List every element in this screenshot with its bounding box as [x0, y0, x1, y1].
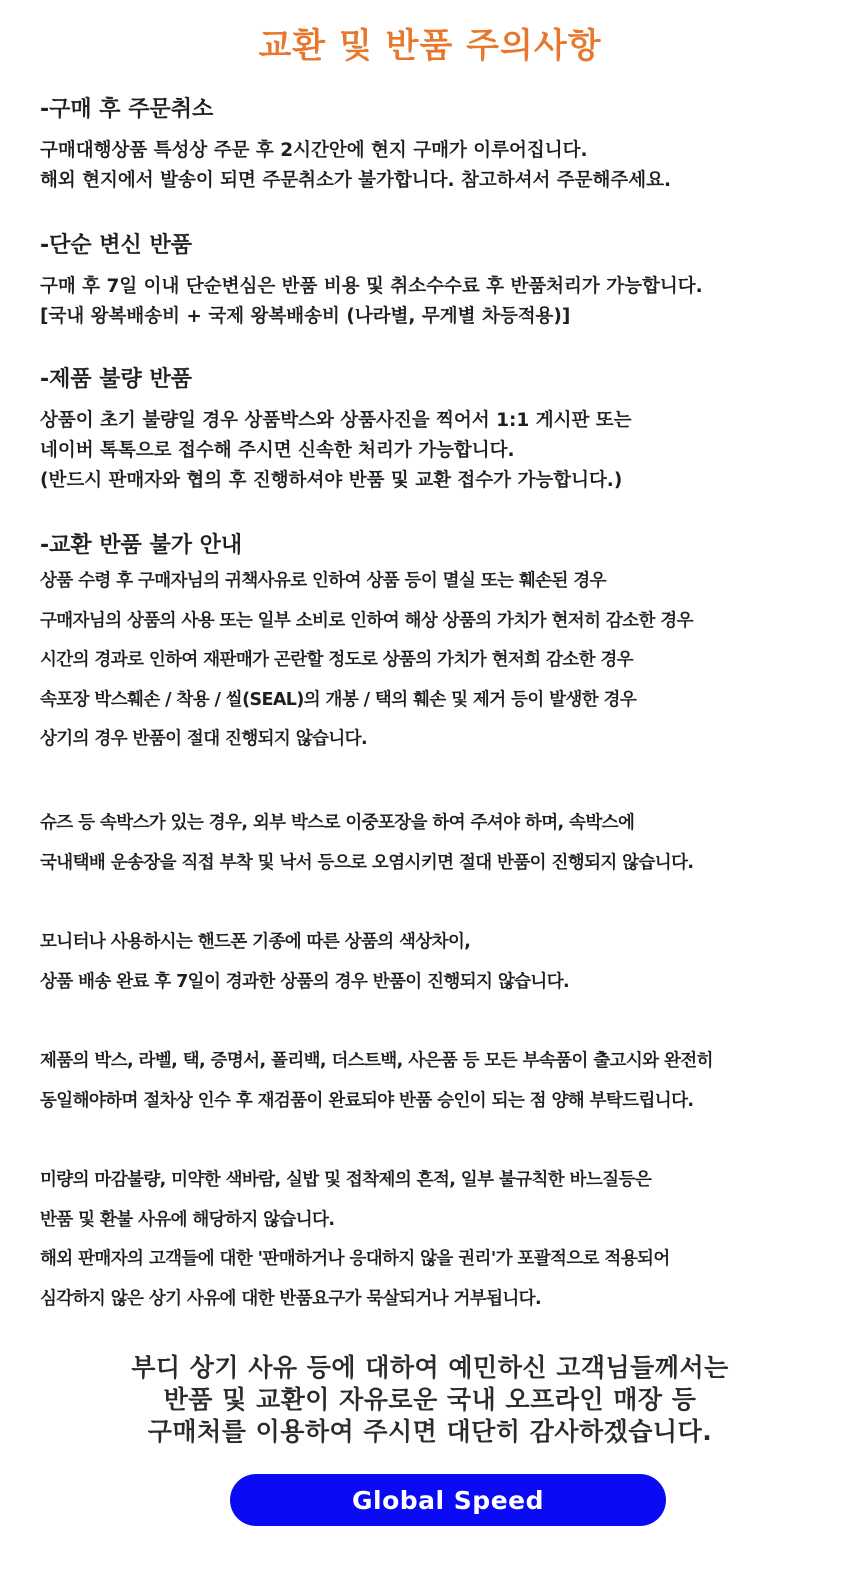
- text-line: 슈즈 등 속박스가 있는 경우, 외부 박스로 이중포장을 하여 주셔야 하며, 속박스에: [40, 813, 635, 833]
- text-line: 네이버 톡톡으로 접수해 주시면 신속한 처리가 가능합니다.: [40, 440, 515, 461]
- note-color-difference: [40, 923, 840, 1002]
- section-defect-return: [40, 366, 840, 496]
- text-line: 동일해야하며 절차상 인수 후 재검품이 완료되야 반품 승인이 되는 점 양해 부탁드립니다.: [40, 1090, 694, 1111]
- note-accessories: [40, 1042, 840, 1121]
- text-line: 심각하지 않은 상기 사유에 대한 반품요구가 묵살되거나 거부됩니다.: [40, 1288, 542, 1309]
- section-simple-change-return: [40, 232, 840, 332]
- text-line: 반품 및 환불 사유에 해당하지 않습니다.: [40, 1209, 335, 1230]
- text-line: 구매 후 7일 이내 단순변심은 반품 비용 및 취소수수료 후 반품처리가 가능합니다.: [40, 276, 703, 297]
- text-line: 상품이 초기 불량일 경우 상품박스와 상품사진을 찍어서 1:1 게시판 또는: [40, 410, 632, 431]
- section-heading: -제품 불량 반품: [40, 367, 192, 392]
- text-line: 국내택배 운송장을 직접 부착 및 낙서 등으로 오염시키면 절대 반품이 진행되지 않습니다.: [40, 852, 694, 873]
- text-line: 속포장 박스훼손 / 착용 / 씰(SEAL)의 개봉 / 택의 훼손 및 제거 등이 발생한 경우: [40, 689, 637, 710]
- text-line: (반드시 판매자와 협의 후 진행하셔야 반품 및 교환 접수가 가능합니다.): [40, 470, 623, 491]
- text-line: 미량의 마감불량, 미약한 색바람, 실밥 및 접착제의 흔적, 일부 불규칙한 바느질등은: [40, 1170, 652, 1190]
- text-line: 상품 수령 후 구매자님의 귀책사유로 인하여 상품 등이 멸실 또는 훼손된 경우: [40, 571, 606, 591]
- section-no-return-guide: [40, 532, 840, 760]
- text-line: 해외 판매자의 고객들에 대한 '판매하거나 응대하지 않을 권리'가 포괄적으로 적용되어: [40, 1249, 670, 1269]
- section-heading: -구매 후 주문취소: [40, 97, 214, 122]
- text-line: 제품의 박스, 라벨, 택, 증명서, 폴리백, 더스트백, 사은품 등 모든 부속품이 출고시와 완전히: [40, 1051, 713, 1071]
- text-line: 상기의 경우 반품이 절대 진행되지 않습니다.: [40, 729, 367, 749]
- page-title: 교환 및 반품 주의사항: [258, 26, 602, 66]
- text-line: 모니터나 사용하시는 핸드폰 기종에 따른 상품의 색상차이,: [40, 932, 471, 952]
- text-line: 시간의 경과로 인하여 재판매가 곤란할 정도로 상품의 가치가 현저희 감소한 경우: [40, 650, 633, 670]
- text-line: 구매대행상품 특성상 주문 후 2시간안에 현지 구매가 이루어집니다.: [40, 140, 588, 161]
- text-line: [국내 왕복배송비 + 국제 왕복배송비 (나라별, 무게별 차등적용)]: [40, 306, 571, 327]
- note-shoes-box: [40, 804, 840, 883]
- global-speed-button[interactable]: Global Speed: [230, 1474, 666, 1526]
- closing-line: 부디 상기 사유 등에 대하여 예민하신 고객님들께서는: [131, 1353, 729, 1382]
- section-heading: -교환 반품 불가 안내: [40, 533, 243, 558]
- section-order-cancel: [40, 96, 840, 196]
- text-line: 상품 배송 완료 후 7일이 경과한 상품의 경우 반품이 진행되지 않습니다.: [40, 971, 570, 992]
- section-heading: -단순 변신 반품: [40, 233, 192, 258]
- closing-message: [0, 1352, 860, 1448]
- closing-line: 반품 및 교환이 자유로운 국내 오프라인 매장 등: [163, 1385, 697, 1414]
- note-minor-defects: [40, 1161, 840, 1319]
- text-line: 해외 현지에서 발송이 되면 주문취소가 불가합니다. 참고하셔서 주문해주세요.: [40, 170, 672, 191]
- closing-line: 구매처를 이용하여 주시면 대단히 감사하겠습니다.: [147, 1417, 713, 1446]
- text-line: 구매자님의 상품의 사용 또는 일부 소비로 인하여 해상 상품의 가치가 현저히 감소한 경우: [40, 610, 693, 631]
